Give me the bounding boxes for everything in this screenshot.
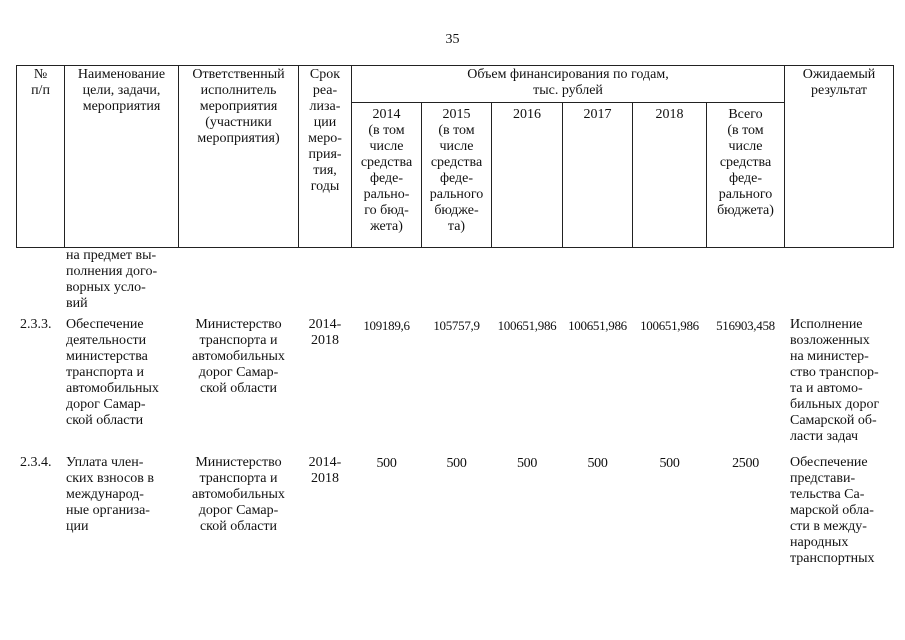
row-2-3-4-total: 2500 [732,456,759,471]
row-2-3-3-2015: 105757,9 [433,318,480,333]
table-header [16,65,894,247]
years-divider [351,102,784,103]
col-border [562,102,563,247]
row-2-3-3-result: Исполнение возложенных на министер- ство транспор- та и автомо- бильных дорог Самарской об- ласти задач [790,317,880,444]
header-result: Ожидаемый результат [802,67,876,98]
table-body [16,247,894,640]
row-2-3-4-2015: 500 [446,456,467,471]
row-2-3-4-num: 2.3.4. [20,455,52,470]
row-2-3-4-2014: 500 [376,456,397,471]
row-2-3-4-responsible: Министерство транспорта и автомобильных дорог Самар- ской области [192,455,285,534]
row-2-3-3-2016: 100651,986 [497,318,557,333]
row-2-3-4-2018: 500 [659,456,680,471]
header-responsible: Ответственный исполнитель мероприятия (участники мероприятия) [192,67,285,146]
header-term: Срок реа- лиза- ции меро- прия- тия, годы [308,67,342,194]
row-2-3-4-result: Обеспечение представи- тельства Са- марской обла- сти в между- народных транспортных [790,455,875,566]
header-top-border [16,65,894,66]
row-2-3-3-term: 2014- 2018 [308,317,342,348]
row-2-3-3-num: 2.3.3. [20,317,52,332]
header-name: Наименование цели, задачи, мероприятия [77,67,166,114]
header-year-2015: 2015 (в том числе средства феде- рального бюдже- та) [429,107,484,234]
header-year-2014: 2014 (в том числе средства феде- рально- го бюд- жета) [360,107,413,234]
col-border [491,102,492,247]
header-year-2017: 2017 [583,107,612,122]
row-2-3-4-term: 2014- 2018 [308,455,342,486]
row-2-3-4-2016: 500 [516,456,538,471]
row-2-3-4-name: Уплата член- ских взносов в международ- ные организа- ции [66,455,154,534]
row-2-3-3-2014: 109189,6 [363,318,410,333]
row-2-3-3-2017: 100651,986 [568,318,627,333]
page-number: 35 [445,32,460,47]
col-border [632,102,633,247]
header-year-total: Всего (в том числе средства феде- рального бюджета) [717,107,774,218]
row-2-3-3-responsible: Министерство транспорта и автомобильных дорог Самар- ской области [192,317,285,396]
row-2-3-3-name: Обеспечение деятельности министерства транспорта и автомобильных дорог Самар- ской области [66,317,159,428]
header-num: № п/п [31,67,50,98]
row-2-3-4-2017: 500 [587,456,608,471]
continuation-text: на предмет вы- полнения дого- ворных усло- вий [66,248,158,311]
header-financing: Объем финансирования по годам, тыс. рублей [467,67,669,98]
row-2-3-3-total: 516903,458 [716,318,775,333]
row-2-3-3-2018: 100651,986 [640,318,699,333]
header-year-2016: 2016 [513,107,541,122]
col-border [893,65,894,247]
header-year-2018: 2018 [655,107,684,122]
